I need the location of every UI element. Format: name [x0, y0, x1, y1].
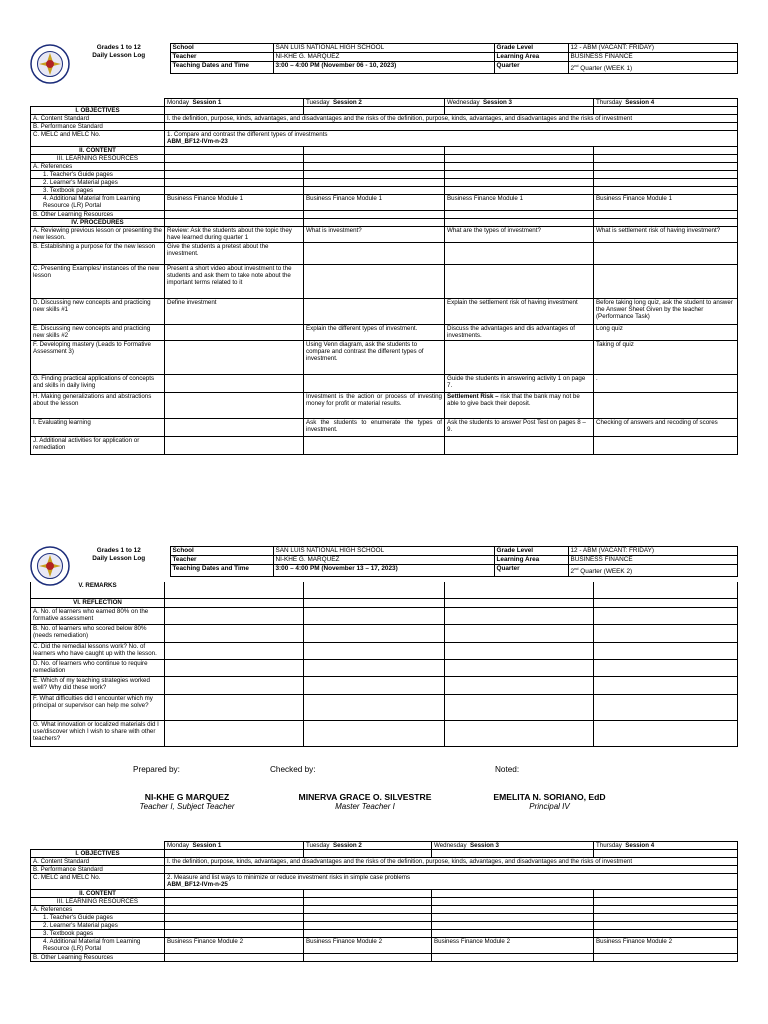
proc-h-wed: Settlement Risk – risk that the bank may not be able to give back their deposit. — [445, 393, 594, 419]
lr-thu: Business Finance Module 2 — [594, 938, 738, 954]
prepared-by-label: Prepared by: — [133, 765, 180, 774]
grade-label: Grade Level — [494, 547, 568, 556]
lm-label: 2. Learner's Material pages — [31, 179, 165, 187]
school-label: School — [170, 44, 273, 53]
performance-standard-label: B. Performance Standard — [31, 866, 165, 874]
checked-title: Master Teacher I — [335, 802, 395, 811]
area-value: BUSINESS FINANCE — [568, 556, 737, 565]
proc-g-thu: . — [594, 375, 738, 393]
day-header-3: Wednesday Session 3 — [445, 99, 594, 107]
content-standard-value: I. the definition, purpose, kinds, advantages, and disadvantages and the risks of the definition, purpose, kinds, advantages, and disadvantages and the risks of investment — [165, 115, 738, 123]
melc-value: 2. Measure and list ways to minimize or reduce investment risks in simple case problems ABM_BF12-IVm-n-25 — [165, 874, 738, 890]
teacher-label: Teacher — [170, 53, 273, 62]
tg-label: 1. Teacher's Guide pages — [31, 171, 165, 179]
dates-value: 3:00 – 4:00 PM (November 06 - 10, 2023) — [273, 62, 494, 74]
quarter-value: 2nd Quarter (WEEK 1) — [568, 62, 737, 74]
proc-b-mon: Give the students a pretest about the investment. — [165, 243, 304, 265]
noted-name: EMELITA N. SORIANO, EdD — [493, 792, 606, 802]
reflection-c-label: C. Did the remedial lessons work? No. of learners who have caught up with the lesson. — [31, 642, 165, 659]
quarter-label: Quarter — [494, 62, 568, 74]
day-header-4: Thursday Session 4 — [594, 99, 738, 107]
tb-label: 3. Textbook pages — [31, 187, 165, 195]
grades-label: Grades 1 to 12 — [96, 43, 141, 51]
teacher-value: NI-KHE G. MARQUEZ — [273, 556, 494, 565]
lr-thu: Business Finance Module 1 — [594, 195, 738, 211]
content-standard-label: A. Content Standard — [31, 858, 165, 866]
lesson-table-week1 — [30, 98, 738, 455]
proc-c-label: C. Presenting Examples/ instances of the new lesson — [31, 265, 165, 299]
lr-tue: Business Finance Module 1 — [304, 195, 445, 211]
grade-label: Grade Level — [494, 44, 568, 53]
lm-label: 2. Learner's Material pages — [31, 922, 165, 930]
proc-c-mon: Present a short video about investment to the students and ask them to take note about the important terms related to it — [165, 265, 304, 299]
proc-i-label: I. Evaluating learning — [31, 419, 165, 437]
proc-e-tue: Explain the different types of investment. — [304, 325, 445, 341]
proc-e-thu: Long quiz — [594, 325, 738, 341]
lr-label: 4. Additional Material from Learning Resource (LR) Portal — [31, 195, 165, 211]
melc-value: 1. Compare and contrast the different types of investments ABM_BF12-IVm-n-23 — [165, 131, 738, 147]
proc-f-label: F. Developing mastery (Leads to Formative Assessment 3) — [31, 341, 165, 375]
proc-d-thu: Before taking long quiz, ask the student to answer the Answer Sheet Given by the teacher (Performance Task) — [594, 299, 738, 325]
prepared-title: Teacher I, Subject Teacher — [139, 802, 235, 811]
content-standard-label: A. Content Standard — [31, 115, 165, 123]
noted-title: Principal IV — [529, 802, 570, 811]
day-header-1: Monday Session 1 — [165, 99, 304, 107]
proc-i-wed: Ask the students to answer Post Test on pages 8 – 9. — [445, 419, 594, 437]
other-resources-label: B. Other Learning Resources — [31, 954, 165, 962]
quarter-label: Quarter — [494, 565, 568, 577]
references-label: A. References — [31, 906, 165, 914]
melc-label: C. MELC and MELC No. — [31, 131, 165, 147]
remarks-heading: V. REMARKS — [31, 582, 165, 598]
proc-h-label: H. Making generalizations and abstractions about the lesson — [31, 393, 165, 419]
school-label: School — [170, 547, 273, 556]
noted-signatory — [482, 792, 617, 811]
lr-mon: Business Finance Module 2 — [165, 938, 304, 954]
day-header-2: Tuesday Session 2 — [304, 842, 432, 850]
reflection-g-label: G. What innovation or localized materials did I use/discover which I wish to share with other teachers? — [31, 720, 165, 746]
header-table-week1 — [26, 43, 738, 74]
proc-i-thu: Checking of answers and recoding of scores — [594, 419, 738, 437]
proc-a-label: A. Reviewing previous lesson or presenting the new lesson. — [31, 227, 165, 243]
grade-value: 12 - ABM (VACANT: FRIDAY) — [568, 547, 737, 556]
prepared-signatory — [122, 792, 252, 811]
area-label: Learning Area — [494, 53, 568, 62]
proc-g-label: G. Finding practical applications of concepts and skills in daily living — [31, 375, 165, 393]
day-header-2: Tuesday Session 2 — [304, 99, 445, 107]
proc-h-tue: Investment is the action or process of investing money for profit or material results. — [304, 393, 445, 419]
area-label: Learning Area — [494, 556, 568, 565]
proc-g-wed: Guide the students in answering activity 1 on page 7. — [445, 375, 594, 393]
lr-wed: Business Finance Module 1 — [445, 195, 594, 211]
day-header-4: Thursday Session 4 — [594, 842, 738, 850]
other-resources-label: B. Other Learning Resources — [31, 211, 165, 219]
school-value: SAN LUIS NATIONAL HIGH SCHOOL — [273, 547, 494, 556]
proc-f-tue: Using Venn diagram, ask the students to compare and contrast the different types of investment. — [304, 341, 445, 375]
grades-label: Grades 1 to 12 — [96, 546, 141, 554]
reflection-heading: VI. REFLECTION — [31, 598, 165, 607]
log-type-label: Daily Lesson Log — [92, 51, 146, 59]
proc-i-tue: Ask the students to enumerate the types of investment. — [304, 419, 445, 437]
proc-j-label: J. Additional activities for application or remediation — [31, 437, 165, 455]
area-value: BUSINESS FINANCE — [568, 53, 737, 62]
content-heading: II. CONTENT — [31, 890, 165, 898]
log-type-label: Daily Lesson Log — [92, 554, 146, 562]
proc-a-mon: Review: Ask the students about the topic they have learned during quarter 1 — [165, 227, 304, 243]
proc-d-label: D. Discussing new concepts and practicing new skills #1 — [31, 299, 165, 325]
teacher-value: NI-KHE G. MARQUEZ — [273, 53, 494, 62]
reflection-e-label: E. Which of my teaching strategies worked well? Why did these work? — [31, 676, 165, 694]
day-header-1: Monday Session 1 — [165, 842, 304, 850]
prepared-name: NI-KHE G MARQUEZ — [144, 792, 230, 802]
tb-label: 3. Textbook pages — [31, 930, 165, 938]
dates-label: Teaching Dates and Time — [170, 565, 273, 577]
teacher-label: Teacher — [170, 556, 273, 565]
reflection-d-label: D. No. of learners who continue to require remediation — [31, 659, 165, 676]
procedures-heading: IV. PROCEDURES — [31, 219, 165, 227]
dates-value: 3:00 – 4:00 PM (November 13 – 17, 2023) — [273, 565, 494, 577]
proc-e-label: E. Discussing new concepts and practicing new skills #2 — [31, 325, 165, 341]
references-label: A. References — [31, 163, 165, 171]
proc-e-wed: Discuss the advantages and dis advantages of investments. — [445, 325, 594, 341]
lr-tue: Business Finance Module 2 — [304, 938, 432, 954]
day-header-3: Wednesday Session 3 — [432, 842, 594, 850]
noted-label: Noted: — [495, 765, 520, 774]
proc-a-thu: What is settlement risk of having investment? — [594, 227, 738, 243]
grade-value: 12 - ABM (VACANT: FRIDAY) — [568, 44, 737, 53]
resources-heading: III. LEARNING RESOURCES — [31, 898, 165, 906]
reflection-f-label: F. What difficulties did I encounter which my principal or supervisor can help me solve? — [31, 694, 165, 720]
dates-label: Teaching Dates and Time — [170, 62, 273, 74]
checked-by-label: Checked by: — [270, 765, 316, 774]
content-standard-value: I. the definition, purpose, kinds, advantages, and disadvantages and the risks of the definition, purpose, kinds, advantages, and disadvantages and the risks of investment — [165, 858, 738, 866]
header-table-week2 — [26, 546, 738, 577]
proc-a-tue: What is investment? — [304, 227, 445, 243]
reflection-table — [30, 582, 738, 747]
tg-label: 1. Teacher's Guide pages — [31, 914, 165, 922]
lr-mon: Business Finance Module 1 — [165, 195, 304, 211]
reflection-a-label: A. No. of learners who earned 80% on the formative assessment — [31, 607, 165, 624]
proc-b-label: B. Establishing a purpose for the new lesson — [31, 243, 165, 265]
objectives-heading: I. OBJECTIVES — [31, 107, 165, 115]
lr-label: 4. Additional Material from Learning Resource (LR) Portal — [31, 938, 165, 954]
school-value: SAN LUIS NATIONAL HIGH SCHOOL — [273, 44, 494, 53]
performance-standard-label: B. Performance Standard — [31, 123, 165, 131]
proc-f-thu: Taking of quiz — [594, 341, 738, 375]
reflection-b-label: B. No. of learners who scored below 80% (needs remediation) — [31, 624, 165, 642]
content-heading: II. CONTENT — [31, 147, 165, 155]
proc-a-wed: What are the types of investment? — [445, 227, 594, 243]
quarter-value: 2nd Quarter (WEEK 2) — [568, 565, 737, 577]
lr-wed: Business Finance Module 2 — [432, 938, 594, 954]
objectives-heading: I. OBJECTIVES — [31, 850, 165, 858]
checked-name: MINERVA GRACE O. SILVESTRE — [298, 792, 432, 802]
proc-d-mon: Define investment — [165, 299, 304, 325]
lesson-table-week2 — [30, 841, 738, 962]
resources-heading: III. LEARNING RESOURCES — [31, 155, 165, 163]
proc-d-wed: Explain the settlement risk of having investment — [445, 299, 594, 325]
melc-label: C. MELC and MELC No. — [31, 874, 165, 890]
checked-signatory — [290, 792, 440, 811]
